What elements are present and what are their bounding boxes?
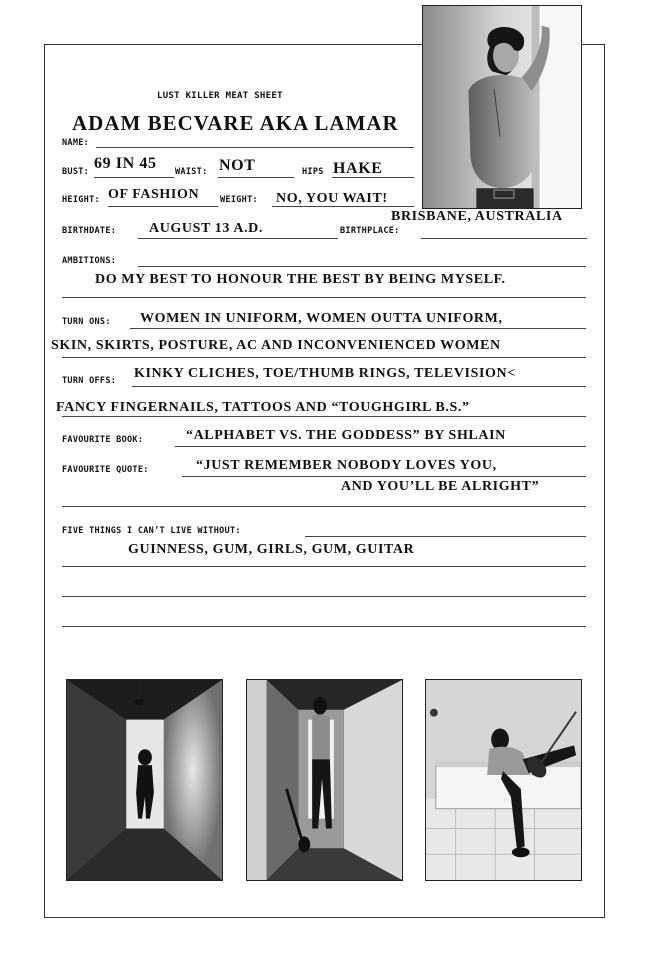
turn-ons-value-1: WOMEN IN UNIFORM, WOMEN OUTTA UNIFORM, — [140, 311, 503, 326]
five-things-rule — [305, 536, 586, 537]
weight-value: NO, YOU WAIT! — [276, 191, 388, 206]
five-things-rule-2 — [62, 566, 586, 567]
birthplace-value: BRISBANE, AUSTRALIA — [391, 209, 563, 224]
ambitions-label: AMBITIONS: — [62, 256, 117, 266]
turn-offs-label: TURN OFFS: — [62, 376, 117, 386]
turn-offs-rule-2 — [62, 416, 586, 417]
weight-label: WEIGHT: — [220, 195, 258, 205]
bust-rule — [94, 177, 174, 178]
name-rule — [96, 147, 414, 148]
favourite-book-value: “ALPHABET VS. THE GODDESS” BY SHLAIN — [186, 428, 506, 443]
favourite-book-label: FAVOURITE BOOK: — [62, 435, 144, 445]
sheet-header: LUST KILLER MEAT SHEET — [157, 91, 283, 101]
weight-rule — [272, 206, 414, 207]
favourite-quote-rule-2 — [62, 506, 586, 507]
hips-label: HIPS — [302, 167, 324, 177]
birthplace-label: BIRTHPLACE: — [340, 226, 400, 236]
waist-value: NOT — [219, 157, 256, 174]
blank-rule-2 — [62, 626, 586, 627]
name-value: ADAM BECVARE AKA LAMAR — [72, 111, 399, 135]
turn-offs-value-1: KINKY CLICHES, TOE/THUMB RINGS, TELEVISION< — [134, 366, 516, 381]
height-label: HEIGHT: — [62, 195, 100, 205]
hips-rule — [332, 177, 414, 178]
five-things-label: FIVE THINGS I CAN’T LIVE WITHOUT: — [62, 526, 241, 536]
birthdate-value: AUGUST 13 A.D. — [149, 221, 263, 236]
favourite-quote-rule — [182, 476, 586, 477]
name-label: NAME: — [62, 138, 90, 148]
turn-ons-value-2: SKIN, SKIRTS, POSTURE, AC AND INCONVENIENCED WOMEN — [51, 338, 501, 353]
bust-value: 69 IN 45 — [94, 155, 157, 172]
blank-rule-1 — [62, 596, 586, 597]
ambitions-rule-2 — [62, 297, 586, 298]
turn-ons-rule-2 — [62, 357, 586, 358]
turn-offs-rule — [132, 386, 586, 387]
hips-value: HAKE — [333, 160, 383, 177]
waist-label: WAIST: — [175, 167, 208, 177]
bust-label: BUST: — [62, 167, 90, 177]
turn-ons-label: TURN ONS: — [62, 317, 111, 327]
favourite-quote-label: FAVOURITE QUOTE: — [62, 465, 149, 475]
five-things-value: GUINNESS, GUM, GIRLS, GUM, GUITAR — [128, 542, 415, 557]
birthplace-rule — [421, 238, 587, 239]
turn-ons-rule — [130, 328, 586, 329]
birthdate-rule — [138, 238, 338, 239]
favourite-quote-value-1: “JUST REMEMBER NOBODY LOVES YOU, — [196, 458, 497, 473]
height-rule — [108, 206, 218, 207]
waist-rule — [218, 177, 294, 178]
favourite-quote-value-2: AND YOU’LL BE ALRIGHT” — [341, 479, 540, 494]
turn-offs-value-2: FANCY FINGERNAILS, TATTOOS AND “TOUGHGIRL B.S.” — [56, 400, 470, 415]
ambitions-value: DO MY BEST TO HONOUR THE BEST BY BEING MYSELF. — [95, 272, 506, 287]
ambitions-rule — [138, 266, 586, 267]
hallway-photo-1 — [66, 679, 223, 881]
birthdate-label: BIRTHDATE: — [62, 226, 117, 236]
portrait-photo — [422, 5, 582, 209]
favourite-book-rule — [175, 446, 586, 447]
height-value: OF FASHION — [108, 187, 200, 202]
hallway-photo-2 — [246, 679, 403, 881]
bathtub-photo — [425, 679, 582, 881]
